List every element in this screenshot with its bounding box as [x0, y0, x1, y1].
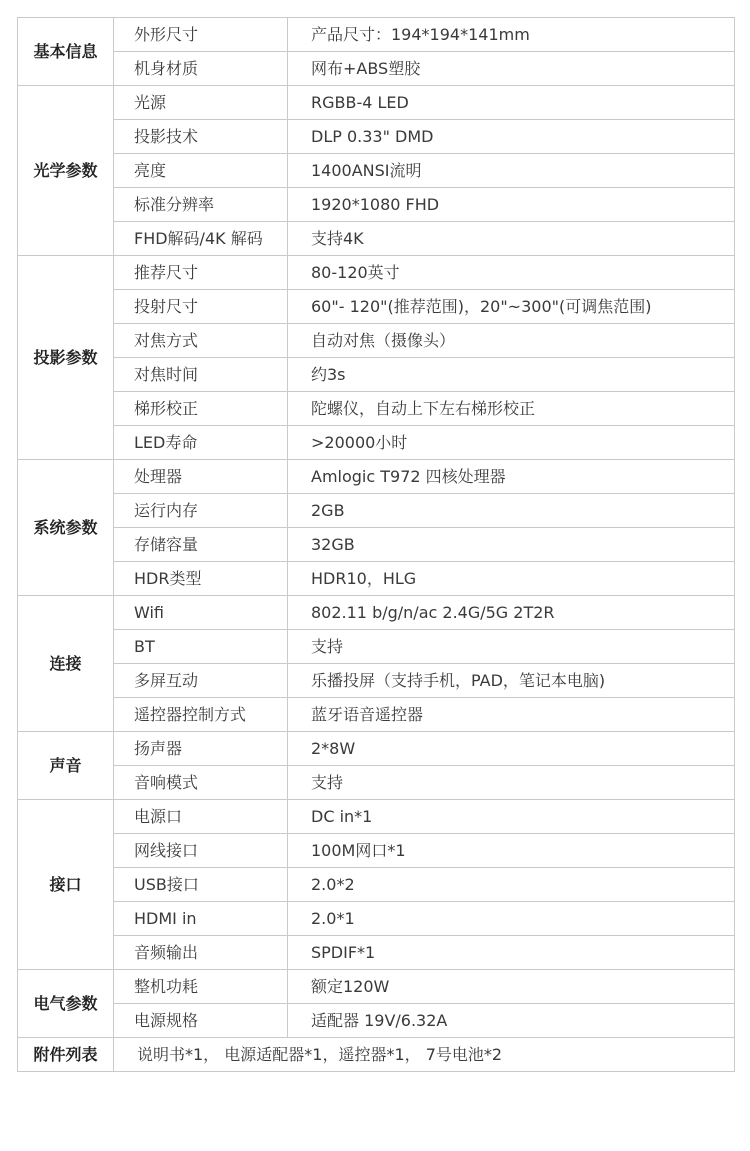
spec-label: 对焦时间 — [114, 358, 288, 392]
spec-value: 约3s — [288, 358, 735, 392]
accessories-row — [18, 1038, 735, 1072]
spec-label: 处理器 — [114, 460, 288, 494]
spec-row — [18, 222, 735, 256]
spec-row — [18, 120, 735, 154]
spec-value: 60"- 120"(推荐范围)，20"~300"(可调焦范围) — [288, 290, 735, 324]
spec-value: 2.0*1 — [288, 902, 735, 936]
spec-row — [18, 562, 735, 596]
spec-value: 100M网口*1 — [288, 834, 735, 868]
spec-row — [18, 52, 735, 86]
spec-value: 80-120英寸 — [288, 256, 735, 290]
spec-label: 存储容量 — [114, 528, 288, 562]
spec-label: 亮度 — [114, 154, 288, 188]
spec-row — [18, 358, 735, 392]
spec-label: 扬声器 — [114, 732, 288, 766]
spec-row — [18, 460, 735, 494]
spec-label: 遥控器控制方式 — [114, 698, 288, 732]
spec-label: 整机功耗 — [114, 970, 288, 1004]
spec-row — [18, 324, 735, 358]
section-title: 基本信息 — [18, 18, 114, 86]
section-title: 声音 — [18, 732, 114, 800]
spec-label: 光源 — [114, 86, 288, 120]
spec-row — [18, 426, 735, 460]
section-title: 连接 — [18, 596, 114, 732]
spec-label: LED寿命 — [114, 426, 288, 460]
spec-value: 自动对焦（摄像头） — [288, 324, 735, 358]
spec-value: 陀螺仪，自动上下左右梯形校正 — [288, 392, 735, 426]
section-title: 电气参数 — [18, 970, 114, 1038]
section-title: 接口 — [18, 800, 114, 970]
spec-value: 乐播投屏（支持手机，PAD，笔记本电脑) — [288, 664, 735, 698]
spec-row — [18, 18, 735, 52]
spec-label: HDMI in — [114, 902, 288, 936]
spec-label: FHD解码/4K 解码 — [114, 222, 288, 256]
spec-row — [18, 902, 735, 936]
spec-label: 外形尺寸 — [114, 18, 288, 52]
spec-value: 额定120W — [288, 970, 735, 1004]
section-title: 投影参数 — [18, 256, 114, 460]
accessories-value: 说明书*1， 电源适配器*1，遥控器*1， 7号电池*2 — [114, 1038, 735, 1072]
spec-value: DLP 0.33" DMD — [288, 120, 735, 154]
spec-label: 机身材质 — [114, 52, 288, 86]
spec-label: 运行内存 — [114, 494, 288, 528]
spec-value: SPDIF*1 — [288, 936, 735, 970]
spec-label: 投射尺寸 — [114, 290, 288, 324]
spec-table — [17, 17, 735, 1072]
spec-label: 投影技术 — [114, 120, 288, 154]
spec-row — [18, 86, 735, 120]
spec-row — [18, 834, 735, 868]
spec-value: 网布+ABS塑胶 — [288, 52, 735, 86]
spec-row — [18, 698, 735, 732]
spec-value: 2*8W — [288, 732, 735, 766]
section-title: 光学参数 — [18, 86, 114, 256]
spec-value: 802.11 b/g/n/ac 2.4G/5G 2T2R — [288, 596, 735, 630]
spec-label: Wifi — [114, 596, 288, 630]
spec-value: >20000小时 — [288, 426, 735, 460]
accessories-title: 附件列表 — [18, 1038, 114, 1072]
spec-row — [18, 936, 735, 970]
spec-label: 多屏互动 — [114, 664, 288, 698]
spec-row — [18, 528, 735, 562]
spec-value: 1400ANSI流明 — [288, 154, 735, 188]
spec-value: 产品尺寸：194*194*141mm — [288, 18, 735, 52]
spec-row — [18, 732, 735, 766]
spec-row — [18, 1004, 735, 1038]
spec-row — [18, 290, 735, 324]
spec-row — [18, 392, 735, 426]
spec-value: HDR10，HLG — [288, 562, 735, 596]
spec-value: 2GB — [288, 494, 735, 528]
spec-label: 音频输出 — [114, 936, 288, 970]
spec-value: 支持4K — [288, 222, 735, 256]
spec-label: 网线接口 — [114, 834, 288, 868]
spec-row — [18, 800, 735, 834]
spec-label: 推荐尺寸 — [114, 256, 288, 290]
spec-label: BT — [114, 630, 288, 664]
spec-label: 电源口 — [114, 800, 288, 834]
spec-row — [18, 766, 735, 800]
spec-row — [18, 596, 735, 630]
spec-label: 梯形校正 — [114, 392, 288, 426]
spec-value: 适配器 19V/6.32A — [288, 1004, 735, 1038]
spec-value: DC in*1 — [288, 800, 735, 834]
spec-value: 支持 — [288, 766, 735, 800]
spec-label: 音响模式 — [114, 766, 288, 800]
spec-value: 1920*1080 FHD — [288, 188, 735, 222]
spec-value: Amlogic T972 四核处理器 — [288, 460, 735, 494]
spec-label: 电源规格 — [114, 1004, 288, 1038]
spec-value: 支持 — [288, 630, 735, 664]
spec-row — [18, 664, 735, 698]
spec-row — [18, 154, 735, 188]
spec-label: USB接口 — [114, 868, 288, 902]
spec-row — [18, 868, 735, 902]
spec-table-body — [18, 18, 735, 1072]
spec-label: HDR类型 — [114, 562, 288, 596]
spec-label: 对焦方式 — [114, 324, 288, 358]
section-title: 系统参数 — [18, 460, 114, 596]
spec-row — [18, 494, 735, 528]
spec-row — [18, 256, 735, 290]
spec-value: RGBB-4 LED — [288, 86, 735, 120]
spec-value: 2.0*2 — [288, 868, 735, 902]
spec-row — [18, 970, 735, 1004]
spec-row — [18, 188, 735, 222]
spec-value: 32GB — [288, 528, 735, 562]
spec-value: 蓝牙语音遥控器 — [288, 698, 735, 732]
spec-label: 标准分辨率 — [114, 188, 288, 222]
spec-row — [18, 630, 735, 664]
